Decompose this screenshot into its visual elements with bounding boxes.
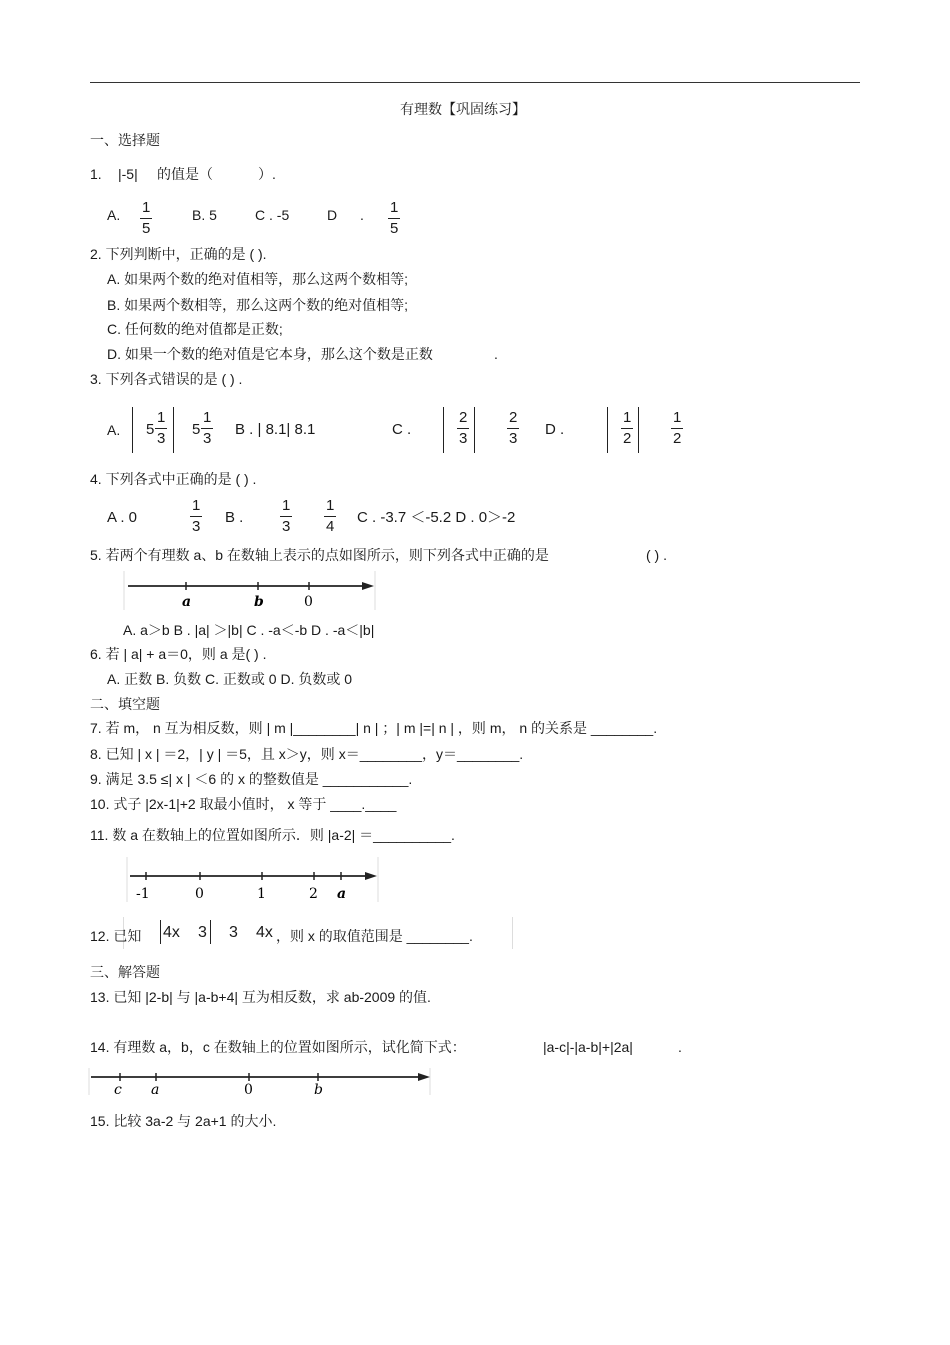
abs-bar	[474, 407, 475, 453]
option-c: C . -5	[255, 207, 290, 223]
option-c: C. 任何数的绝对值都是正数;	[107, 321, 283, 337]
fraction: $\frac{1}{2}$	[623, 409, 632, 447]
abs-bar	[210, 920, 211, 944]
axis-label: -1	[136, 886, 150, 902]
axis-label-a: a	[337, 886, 347, 902]
fraction: $\frac{1}{3}$	[157, 409, 166, 447]
option-b: B .	[225, 509, 244, 526]
question-7: 7. 若 m， n 互为相反数，则 | m |________| n | ；| m |=| n | ，则 m， n 的关系是 ________.	[90, 720, 658, 736]
fraction: $\frac{1}{3}$	[203, 409, 212, 447]
axis-label-0: 0	[304, 594, 313, 610]
fraction: $\frac{1}{5}$	[142, 199, 151, 237]
question-13: 13. 已知 |2-b| 与 |a-b+4| 互为相反数，求 ab-2009 的值.	[90, 989, 431, 1005]
option-d: D. 如果一个数的绝对值是它本身，那么这个数是正数	[107, 346, 433, 362]
axis-label-b: b	[254, 594, 264, 610]
question-15: 15. 比较 3a-2 与 2a+1 的大小.	[90, 1113, 277, 1129]
abs-bar	[132, 407, 133, 453]
section-heading-choice: 一、选择题	[90, 132, 160, 148]
axis-label-a: a	[182, 594, 192, 610]
fraction: $\frac{1}{2}$	[673, 409, 682, 447]
number-line-figure	[122, 570, 378, 612]
axis-label: 0	[195, 886, 204, 902]
abs-bar	[638, 407, 639, 453]
fraction: $\frac{2}{3}$	[509, 409, 518, 447]
axis-label-b: b	[314, 1082, 323, 1097]
question-9: 9. 满足 3.5 ≤| x | ＜6 的 x 的整数值是 ___________.	[90, 771, 413, 787]
abs-bar	[607, 407, 608, 453]
abs-bar	[443, 407, 444, 453]
fraction: $\frac{2}{3}$	[459, 409, 468, 447]
option-c: C .	[392, 421, 412, 438]
axis-label-c: c	[114, 1082, 122, 1097]
fraction: $\frac{1}{5}$	[390, 199, 399, 237]
options: A. a＞b B . |a| ＞|b| C . -a＜-b D . -a＜|b|	[123, 622, 375, 638]
abs-bar	[160, 920, 161, 944]
option-d: D	[327, 207, 338, 223]
page-title: 有理数【巩固练习】	[400, 101, 526, 117]
axis-label-a: a	[151, 1082, 160, 1097]
option-a: A . 0	[107, 509, 138, 526]
option-a: A. 如果两个数的绝对值相等，那么这两个数相等;	[107, 271, 409, 287]
option-b: B . | 8.1| 8.1	[235, 421, 316, 438]
option-b: B. 5	[192, 207, 217, 223]
question-8: 8. 已知 | x | ＝2，| y | ＝5，且 x＞y，则 x＝________，y＝________.	[90, 746, 524, 762]
option-d: D .	[545, 421, 565, 438]
section-heading-solve: 三、解答题	[90, 964, 160, 980]
fraction: $\frac{1}{4}$	[326, 497, 335, 535]
question-10: 10. 式子 |2x-1|+2 取最小值时， x 等于 ____.____	[90, 796, 397, 812]
option-c-d: C . -3.7 ＜-5.2 D . 0＞-2	[357, 509, 516, 526]
option-a: A.	[107, 207, 121, 223]
option-b: B. 如果两个数相等，那么这两个数的绝对值相等;	[107, 297, 409, 313]
number-line-figure	[125, 856, 381, 904]
section-heading-fill: 二、填空题	[90, 696, 160, 712]
option-a: A.	[107, 422, 121, 438]
options: A. 正数 B. 负数 C. 正数或 0 D. 负数或 0	[107, 671, 353, 687]
fraction: $\frac{1}{3}$	[282, 497, 291, 535]
axis-label: 2	[309, 886, 318, 902]
abs-bar	[173, 407, 174, 453]
axis-label: 1	[257, 886, 266, 902]
axis-label-0: 0	[244, 1082, 253, 1097]
number-line-figure	[88, 1067, 432, 1097]
top-rule	[90, 82, 860, 83]
fraction: $\frac{1}{3}$	[192, 497, 201, 535]
